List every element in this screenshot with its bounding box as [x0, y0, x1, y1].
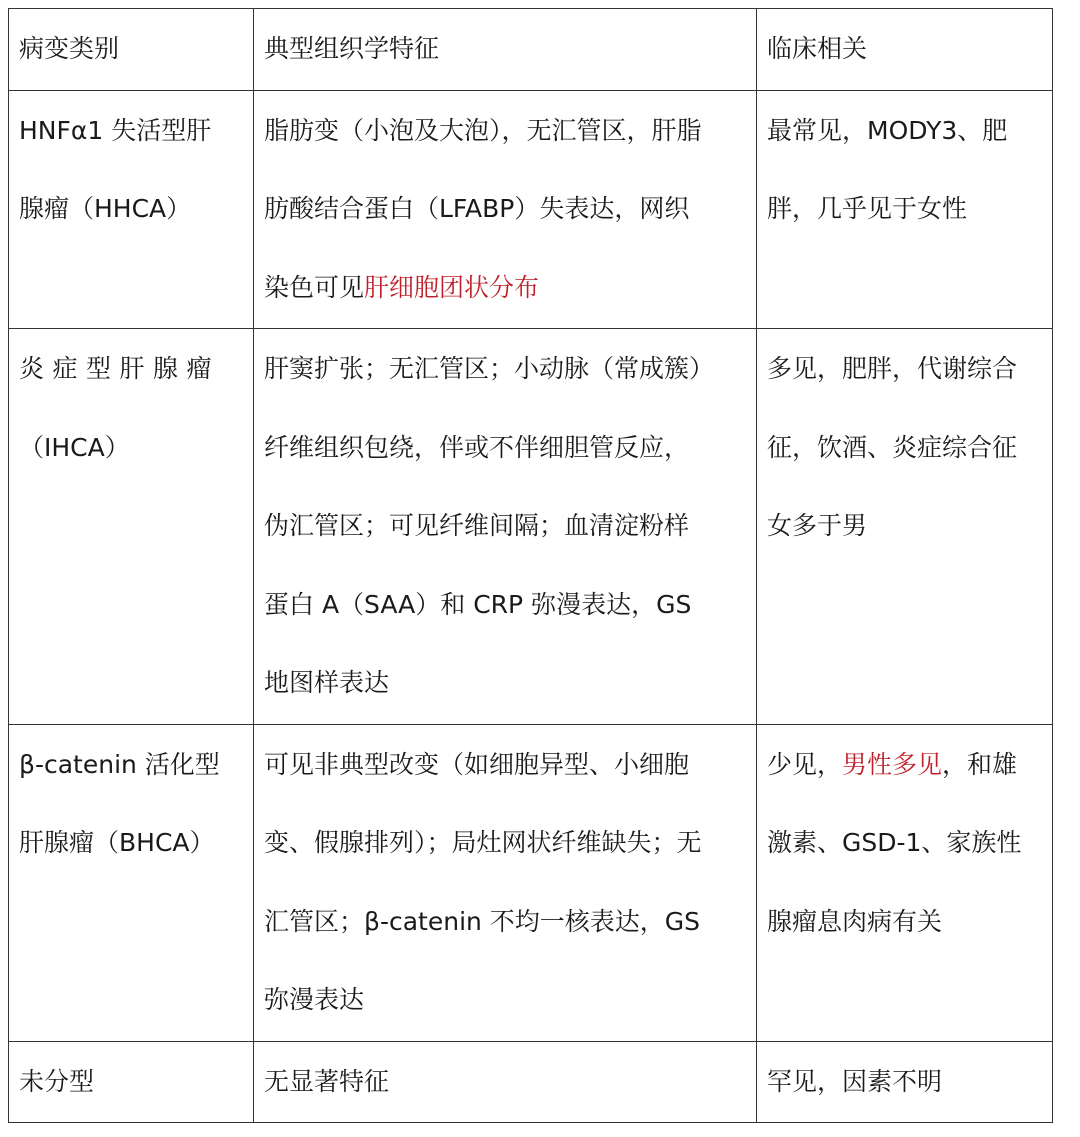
- cell-line: [767, 726, 1044, 805]
- text-segment: β-catenin 活化型: [19, 749, 220, 779]
- cell-line: [767, 487, 1044, 566]
- cell-line: [19, 726, 245, 805]
- cell-line: [767, 1043, 1044, 1122]
- cell-line: [19, 170, 245, 249]
- cell-clinical: [757, 329, 1053, 725]
- text-segment: 腺瘤息肉病有关: [767, 906, 943, 936]
- cell-line: [264, 804, 748, 883]
- cell-line: [767, 170, 1044, 249]
- table-row: [9, 1041, 1053, 1123]
- cell-line: [19, 804, 245, 883]
- cell-line: [264, 330, 748, 409]
- cell-line: [264, 1043, 748, 1122]
- text-segment: 汇管区；β-catenin 不均一核表达，GS: [264, 906, 701, 936]
- text-segment: 最常见，MODY3、肥: [767, 115, 1008, 145]
- cell-line: [264, 92, 748, 171]
- cell-category: [9, 1041, 254, 1123]
- cell-line: [767, 883, 1044, 962]
- cell-histology: [254, 90, 757, 329]
- header-row: [9, 9, 1053, 91]
- cell-clinical: [757, 1041, 1053, 1123]
- cell-line: [19, 1043, 245, 1122]
- cell-histology: [254, 1041, 757, 1123]
- text-segment: 胖，几乎见于女性: [767, 194, 968, 223]
- text-segment: HNFα1 失活型肝: [19, 115, 212, 145]
- text-segment: 激素、GSD-1、家族性: [767, 828, 1022, 857]
- text-segment: 蛋白 A（SAA）和 CRP 弥漫表达，GS: [264, 589, 692, 619]
- text-segment: 炎症型肝腺瘤: [19, 354, 221, 383]
- cell-line: [264, 726, 748, 805]
- cell-category: [9, 90, 254, 329]
- header-cell-category: 病变类别: [9, 9, 254, 91]
- text-segment: 伪汇管区；可见纤维间隔；血清淀粉样: [264, 511, 690, 540]
- text-segment: 女多于男: [767, 511, 868, 540]
- text-segment: ，和雄: [942, 749, 1018, 779]
- text-segment: 罕见，因素不明: [767, 1066, 943, 1096]
- text-segment: 可见非典型改变（如细胞异型、小细胞: [264, 749, 690, 779]
- cell-line: [264, 961, 748, 1040]
- cell-line: [264, 566, 748, 645]
- cell-histology: [254, 724, 757, 1041]
- cell-line: [767, 92, 1044, 171]
- cell-line: [767, 804, 1044, 883]
- text-segment: 脂肪变（小泡及大泡），无汇管区，肝脂: [264, 115, 702, 145]
- highlighted-text: 男性多见: [842, 749, 943, 779]
- cell-line: [264, 644, 748, 723]
- table-row: [9, 329, 1053, 725]
- text-segment: 染色可见: [264, 272, 365, 302]
- cell-line: [264, 170, 748, 249]
- text-segment: 肝窦扩张；无汇管区；小动脉（常成簇）: [264, 354, 715, 383]
- header-cell-clinical: 临床相关: [757, 9, 1053, 91]
- text-segment: 纤维组织包绕，伴或不伴细胆管反应，: [264, 432, 690, 462]
- text-segment: 地图样表达: [264, 668, 390, 697]
- text-segment: 变、假腺排列）；局灶网状纤维缺失；无: [264, 828, 702, 857]
- text-segment: 少见，: [767, 749, 843, 779]
- cell-line: [767, 409, 1044, 488]
- cell-line: [19, 409, 245, 488]
- text-segment: 征，饮酒、炎症综合征: [767, 432, 1018, 462]
- header-cell-histology: 典型组织学特征: [254, 9, 757, 91]
- text-segment: 多见，肥胖，代谢综合: [767, 354, 1018, 383]
- cell-clinical: [757, 724, 1053, 1041]
- cell-line: [19, 92, 245, 171]
- table-row: [9, 724, 1053, 1041]
- text-segment: 未分型: [19, 1066, 95, 1096]
- cell-line: [264, 487, 748, 566]
- text-segment: 肪酸结合蛋白（LFABP）失表达，网织: [264, 194, 690, 223]
- cell-clinical: [757, 90, 1053, 329]
- cell-category: [9, 329, 254, 725]
- text-segment: 腺瘤（HHCA）: [19, 194, 192, 223]
- highlighted-text: 肝细胞团状分布: [364, 272, 540, 302]
- cell-line: [767, 330, 1044, 409]
- cell-line: [264, 883, 748, 962]
- text-segment: 肝腺瘤（BHCA）: [19, 828, 215, 857]
- cell-category: [9, 724, 254, 1041]
- text-segment: 弥漫表达: [264, 985, 365, 1014]
- cell-line: [264, 409, 748, 488]
- cell-histology: [254, 329, 757, 725]
- text-segment: （IHCA）: [19, 432, 130, 462]
- adenoma-classification-table: [8, 8, 1053, 1123]
- text-segment: 无显著特征: [264, 1066, 390, 1096]
- table-row: [9, 90, 1053, 329]
- cell-line: [264, 249, 748, 328]
- cell-line: [19, 330, 245, 409]
